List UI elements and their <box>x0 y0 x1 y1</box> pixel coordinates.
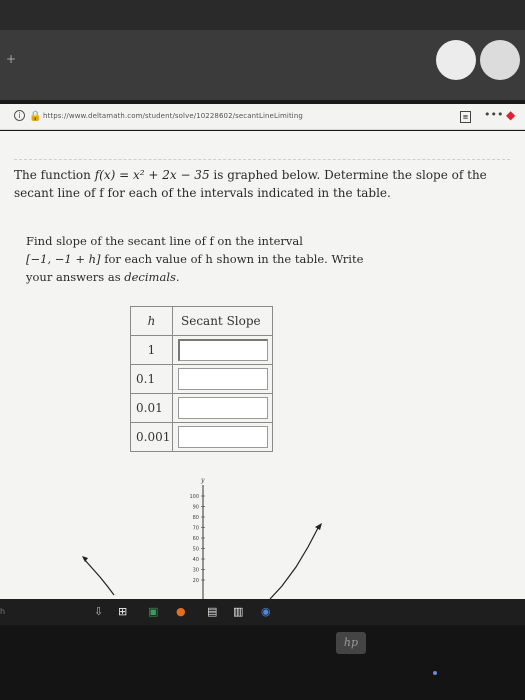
curve-left-branch <box>84 559 114 595</box>
table-row <box>131 336 273 365</box>
interval-expression: [−1, −1 + h] <box>26 252 101 266</box>
function-graph <box>0 471 525 599</box>
table-header-row <box>131 307 273 336</box>
arrow-right-icon <box>315 523 322 530</box>
address-bar[interactable] <box>0 104 525 130</box>
window-button-white-2[interactable] <box>480 40 520 80</box>
column-header-secant-slope: Secant Slope <box>173 307 273 336</box>
page-content <box>0 131 525 599</box>
more-actions-icon[interactable]: ••• <box>484 108 504 121</box>
power-led <box>433 671 437 675</box>
slope-input[interactable] <box>178 426 268 448</box>
column-header-h: h <box>131 307 173 336</box>
y-tick-label: 70 <box>192 525 199 532</box>
problem-text-pre: The function <box>14 168 95 182</box>
problem-statement <box>14 166 504 202</box>
y-tick-label: 80 <box>192 515 199 521</box>
app-icon-badge[interactable]: ▤ <box>207 605 218 618</box>
y-tick-label: 30 <box>192 567 199 574</box>
taskbar-left-text: h <box>0 607 6 616</box>
store-icon[interactable]: ▥ <box>233 605 244 618</box>
y-tick-label: 60 <box>192 536 199 542</box>
slope-input[interactable] <box>178 397 268 419</box>
y-tick-label: 40 <box>192 557 199 563</box>
curve-right-branch <box>270 528 318 599</box>
h-value: 1 <box>131 336 173 365</box>
instructions-text-pre: Find slope of the secant line of f on the interval <box>26 234 303 248</box>
new-tab-icon[interactable]: + <box>6 52 17 66</box>
h-value: 0.01 <box>131 394 173 423</box>
reader-view-icon[interactable]: ≡ <box>460 111 471 123</box>
app-icon-green[interactable]: ▣ <box>148 605 159 618</box>
instructions-emphasis: decimals. <box>124 270 180 284</box>
arrow-left-icon <box>82 556 88 562</box>
taskbar <box>0 599 525 625</box>
lock-icon: 🔒 <box>29 111 42 122</box>
monitor-bezel-top <box>0 0 525 30</box>
y-tick-label: 100 <box>189 494 199 500</box>
info-icon[interactable]: i <box>14 110 25 121</box>
instructions <box>26 232 386 286</box>
y-tick-label: 90 <box>192 504 199 511</box>
instructions-text-mid: for each value of h shown in the table. Write your answers as <box>26 252 364 284</box>
firefox-icon[interactable]: ● <box>176 605 186 618</box>
monitor-bezel-bottom <box>0 625 525 700</box>
h-value: 0.1 <box>131 365 173 394</box>
pocket-icon[interactable]: ◆ <box>506 108 516 122</box>
table-row <box>131 365 273 394</box>
slope-input[interactable] <box>178 368 268 390</box>
task-view-icon[interactable]: ⊞ <box>118 605 128 618</box>
download-icon[interactable]: ⇩ <box>94 605 104 618</box>
table-row <box>131 394 273 423</box>
divider <box>14 159 510 160</box>
chrome-icon[interactable]: ◉ <box>261 605 271 618</box>
secant-slope-table <box>130 306 273 452</box>
hp-logo: hp <box>336 632 366 654</box>
y-axis-label: y <box>201 477 205 484</box>
table-row <box>131 423 273 452</box>
window-button-white[interactable] <box>436 40 476 80</box>
problem-text-post: is graphed below. Determine the slope of the secant line of f for each of the intervals indicated in the table. <box>14 168 487 200</box>
h-value: 0.001 <box>131 423 173 452</box>
function-expression: f(x) = x² + 2x − 35 <box>94 168 210 182</box>
y-tick-label: 20 <box>192 578 199 584</box>
slope-input[interactable] <box>178 339 268 361</box>
y-tick-label: 50 <box>192 546 199 553</box>
url-text[interactable]: https://www.deltamath.com/student/solve/10228602/secantLineLimiting <box>43 112 303 120</box>
